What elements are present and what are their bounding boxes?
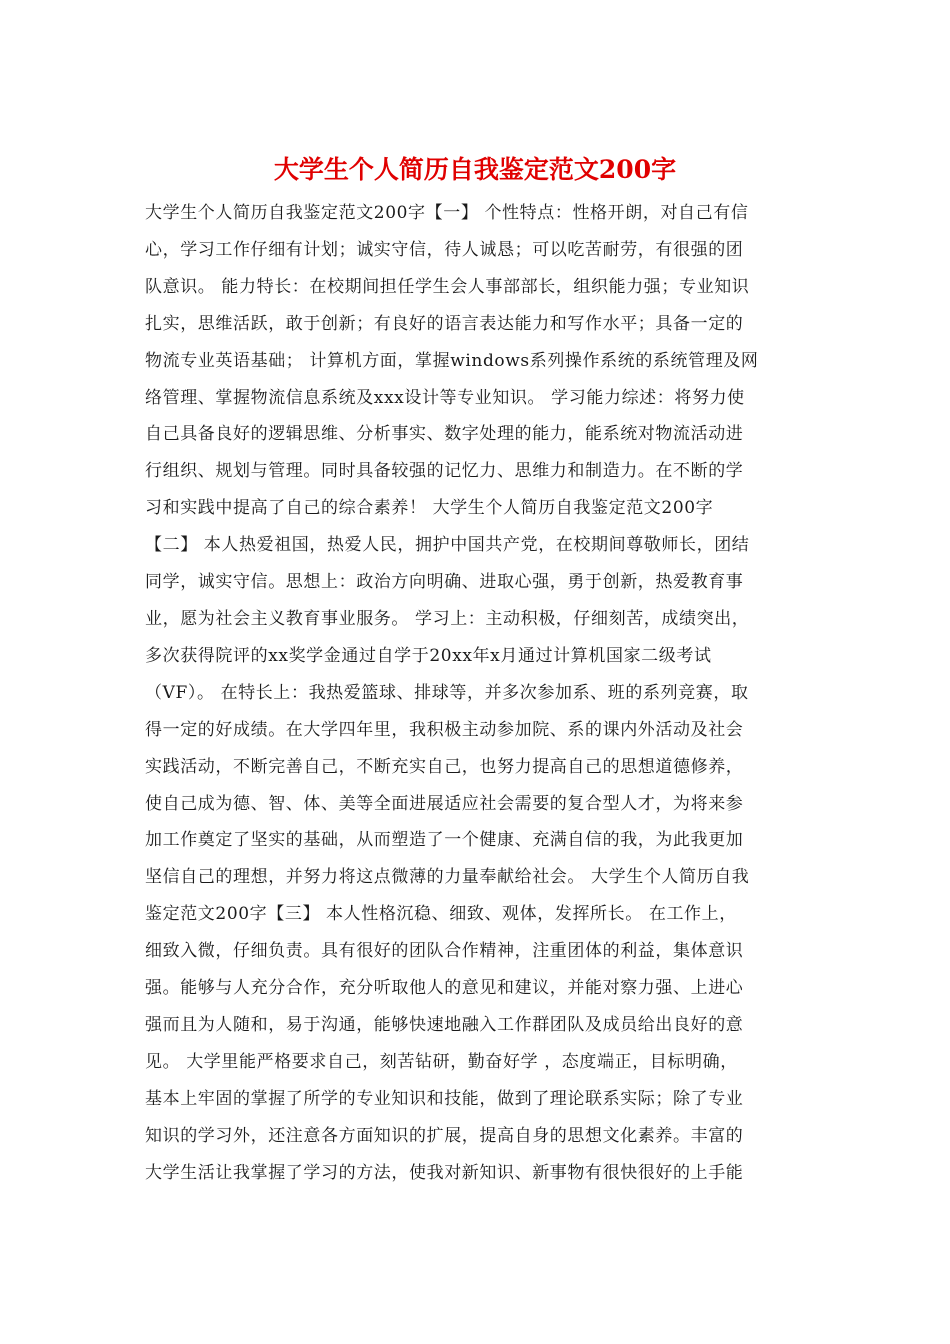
body-line: 习和实践中提高了自己的综合素养！ 大学生个人简历自我鉴定范文200字 <box>145 498 714 519</box>
body-line: 物流专业英语基础； 计算机方面，掌握windows系列操作系统的系统管理及网 <box>145 350 759 371</box>
body-line: 强而且为人随和，易于沟通，能够快速地融入工作群团队及成员给出良好的意 <box>145 1014 744 1035</box>
body-line: 队意识。 能力特长：在校期间担任学生会人事部部长，组织能力强；专业知识 <box>145 276 750 297</box>
body-line: 同学，诚实守信。思想上：政治方向明确、进取心强，勇于创新，热爱教育事 <box>145 572 744 593</box>
body-line: 大学生个人简历自我鉴定范文200字【一】 个性特点：性格开朗，对自己有信 <box>145 203 749 223</box>
body-line: 行组织、规划与管理。同时具备较强的记忆力、思维力和制造力。在不断的学 <box>145 461 744 482</box>
body-line: 知识的学习外，还注意各方面知识的扩展，提高自身的思想文化素养。丰富的 <box>145 1125 744 1146</box>
body-line: 【二】 本人热爱祖国，热爱人民，拥护中国共产党，在校期间尊敬师长，团结 <box>145 535 750 556</box>
body-line: 实践活动，不断完善自己，不断充实自己，也努力提高自己的思想道德修养， <box>145 756 744 777</box>
body-line: 见。 大学里能严格要求自己，刻苦钻研，勤奋好学 ，态度端正，目标明确， <box>145 1051 738 1072</box>
body-line: 基本上牢固的掌握了所学的专业知识和技能，做到了理论联系实际；除了专业 <box>145 1088 744 1109</box>
body-line: 得一定的好成绩。在大学四年里，我积极主动参加院、系的课内外活动及社会 <box>145 719 744 740</box>
document-title: 大学生个人简历自我鉴定范文200字 <box>273 155 677 184</box>
body-line: 扎实，思维活跃，敢于创新；有良好的语言表达能力和写作水平；具备一定的 <box>145 313 744 334</box>
body-line: 强。能够与人充分合作，充分听取他人的意见和建议，并能对察力强、上进心 <box>145 978 744 999</box>
body-line: 络管理、掌握物流信息系统及xxx设计等专业知识。 学习能力综述：将努力使 <box>145 387 745 408</box>
body-line: 加工作奠定了坚实的基础，从而塑造了一个健康、充满自信的我，为此我更加 <box>145 830 744 851</box>
document-body <box>145 195 807 1191</box>
body-line: 多次获得院评的xx奖学金通过自学于20xx年x月通过计算机国家二级考试 <box>145 645 712 666</box>
body-line: 业，愿为社会主义教育事业服务。 学习上：主动积极，仔细刻苦，成绩突出， <box>145 608 750 629</box>
body-line: 细致入微，仔细负责。具有很好的团队合作精神，注重团体的利益，集体意识 <box>145 941 744 962</box>
body-line: （VF）。 在特长上：我热爱篮球、排球等，并多次参加系、班的系列竞赛，取 <box>145 682 749 703</box>
body-line: 鉴定范文200字【三】 本人性格沉稳、细致、观体，发挥所长。 在工作上， <box>145 904 737 925</box>
body-line: 坚信自己的理想，并努力将这点微薄的力量奉献给社会。 大学生个人简历自我 <box>145 867 750 888</box>
body-line: 大学生活让我掌握了学习的方法，使我对新知识、新事物有很快很好的上手能 <box>145 1162 744 1183</box>
body-line: 使自己成为德、智、体、美等全面进展适应社会需要的复合型人才，为将来参 <box>145 793 744 814</box>
body-line: 心，学习工作仔细有计划；诚实守信，待人诚恳；可以吃苦耐劳，有很强的团 <box>145 239 744 260</box>
body-line: 自己具备良好的逻辑思维、分析事实、数字处理的能力，能系统对物流活动进 <box>145 424 744 445</box>
